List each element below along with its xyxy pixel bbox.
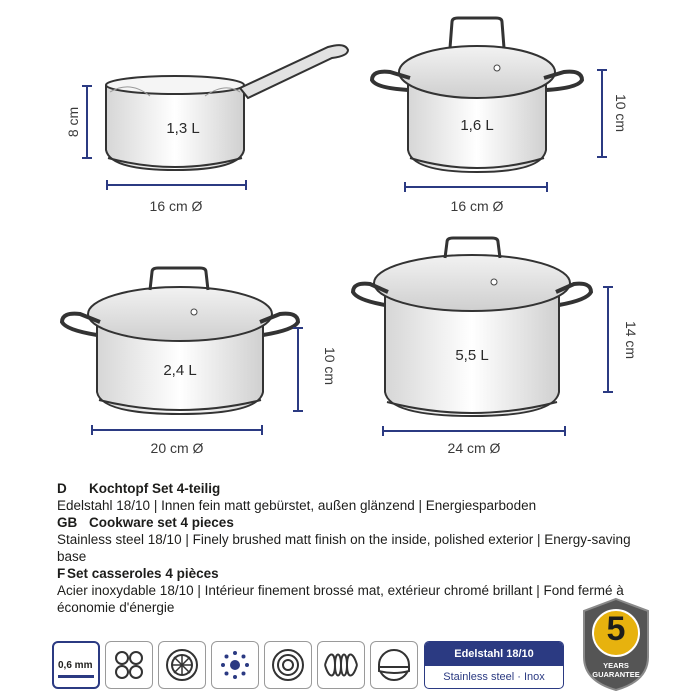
saucepan-illustration [106,45,348,170]
thickness-label: 0,6 mm [58,660,93,671]
title-gb: Cookware set 4 pieces [89,515,234,530]
capacity-label-2: 1,6 L [460,117,494,134]
glass-ceramic-icon [158,641,206,689]
height-label-4: 14 cm [623,320,639,360]
lang-code-fr: F [57,566,66,581]
diameter-label-3: 20 cm Ø [150,440,204,456]
diameter-label-1: 16 cm Ø [149,198,203,214]
capacity-label-1: 1,3 L [166,120,200,137]
thickness-bar [58,675,94,678]
guarantee-line-1: YEARS [603,661,629,670]
induction-icon [317,641,365,689]
guarantee-line-2: GUARANTEE [592,670,640,679]
text-de: Edelstahl 18/10 | Innen fein matt gebürstet, außen glänzend | Energiesparboden [57,498,537,513]
guarantee-years: 5 [606,610,626,648]
text-gb: Stainless steel 18/10 | Finely brushed matt finish on the inside, polished exterior | Energy-saving base [57,532,631,564]
title-fr: Set casseroles 4 pièces [67,566,219,581]
material-top-label: Edelstahl 18/10 [425,642,563,666]
description-block [57,480,657,616]
cooktop-zones-icon [105,641,153,689]
section-header-gb [57,514,657,531]
diameter-label-2: 16 cm Ø [450,198,504,214]
lang-code-de: D [57,481,67,496]
halogen-icon [264,641,312,689]
pot-small-illustration [372,18,582,172]
text-fr: Acier inoxydable 18/10 | Intérieur finement brossé mat, extérieur chromé brillant | Fond fermé à économie d'énergie [57,583,624,615]
pot-medium-illustration [62,268,298,414]
height-label-3: 10 cm [322,346,338,386]
oven-safe-icon [370,641,418,689]
thickness-badge [52,641,100,689]
gas-burner-icon [211,641,259,689]
height-label-1: 8 cm [65,106,81,138]
lang-code-gb: GB [57,515,78,530]
diameter-label-4: 24 cm Ø [447,440,501,456]
material-badge [424,641,564,689]
capacity-label-4: 5,5 L [455,347,489,364]
pot-large-illustration [353,238,591,416]
title-de: Kochtopf Set 4-teilig [89,481,221,496]
capacity-label-3: 2,4 L [163,362,197,379]
feature-badges [52,641,418,689]
material-bottom-label: Stainless steel · Inox [443,671,545,683]
guarantee-badge [580,597,652,692]
section-header-de [57,480,657,497]
height-label-2: 10 cm [613,93,629,133]
section-header-fr [57,565,657,582]
